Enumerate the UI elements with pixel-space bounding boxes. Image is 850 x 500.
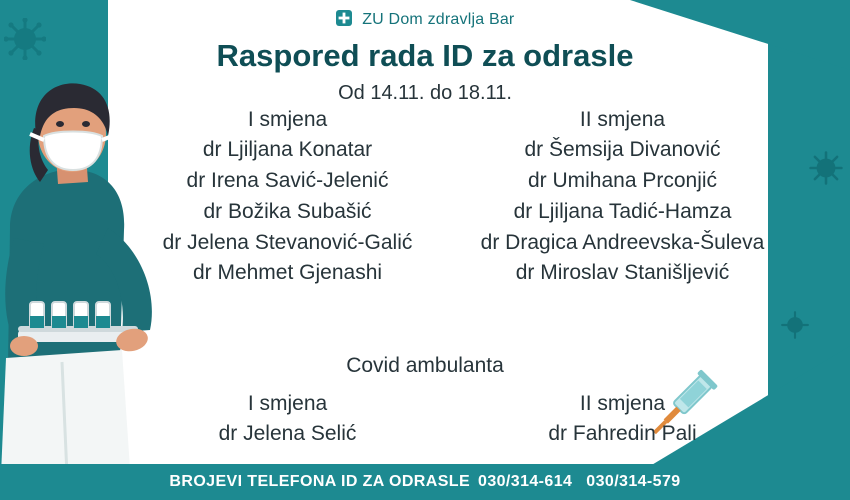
covid-column-2 (455, 392, 790, 450)
doctor-name: dr Miroslav Stanišljević (515, 261, 730, 285)
footer-bar (0, 464, 850, 500)
doctor-name: dr Mehmet Gjenashi (192, 261, 383, 285)
brand-line (0, 10, 850, 31)
doctor-name: dr Ljiljana Konatar (202, 138, 373, 161)
schedule-columns (120, 108, 790, 289)
brand-name: ZU Dom zdravlja Bar (362, 11, 515, 28)
doctor-name: dr Jelena Selić (218, 422, 357, 445)
shift-column-2 (455, 108, 790, 289)
page-title: Raspored rada ID za odrasle (216, 38, 634, 73)
virus-icon (780, 310, 810, 340)
shift-heading: II smjena (579, 108, 666, 131)
shift-heading: I smjena (247, 108, 328, 131)
doctor-name: dr Šemsija Divanović (524, 138, 721, 161)
shift-column-1 (120, 108, 455, 289)
footer-phone-2: 030/314-579 (586, 473, 681, 490)
covid-columns (120, 392, 790, 450)
doctor-name: dr Ljiljana Tadić-Hamza (513, 199, 732, 223)
footer-phone-1: 030/314-614 (478, 473, 573, 490)
virus-icon (808, 150, 844, 186)
doctor-name: dr Irena Savić-Jelenić (186, 168, 389, 192)
doctor-name: dr Dragica Andreevska-Šuleva (480, 230, 765, 254)
doctor-name: dr Umihana Prconjić (527, 168, 718, 192)
medical-cross-icon (336, 10, 352, 31)
covid-column-1 (120, 392, 455, 450)
doctor-name: dr Fahredin Pali (548, 422, 697, 445)
covid-section-title: Covid ambulanta (346, 354, 504, 377)
footer-label: BROJEVI TELEFONA ID ZA ODRASLE (169, 473, 471, 490)
date-range: Od 14.11. do 18.11. (338, 82, 512, 104)
shift-heading: I smjena (247, 392, 328, 415)
shift-heading: II smjena (579, 392, 666, 415)
doctor-name: dr Jelena Stevanović-Galić (162, 230, 413, 254)
doctor-name: dr Božika Subašić (203, 199, 372, 223)
